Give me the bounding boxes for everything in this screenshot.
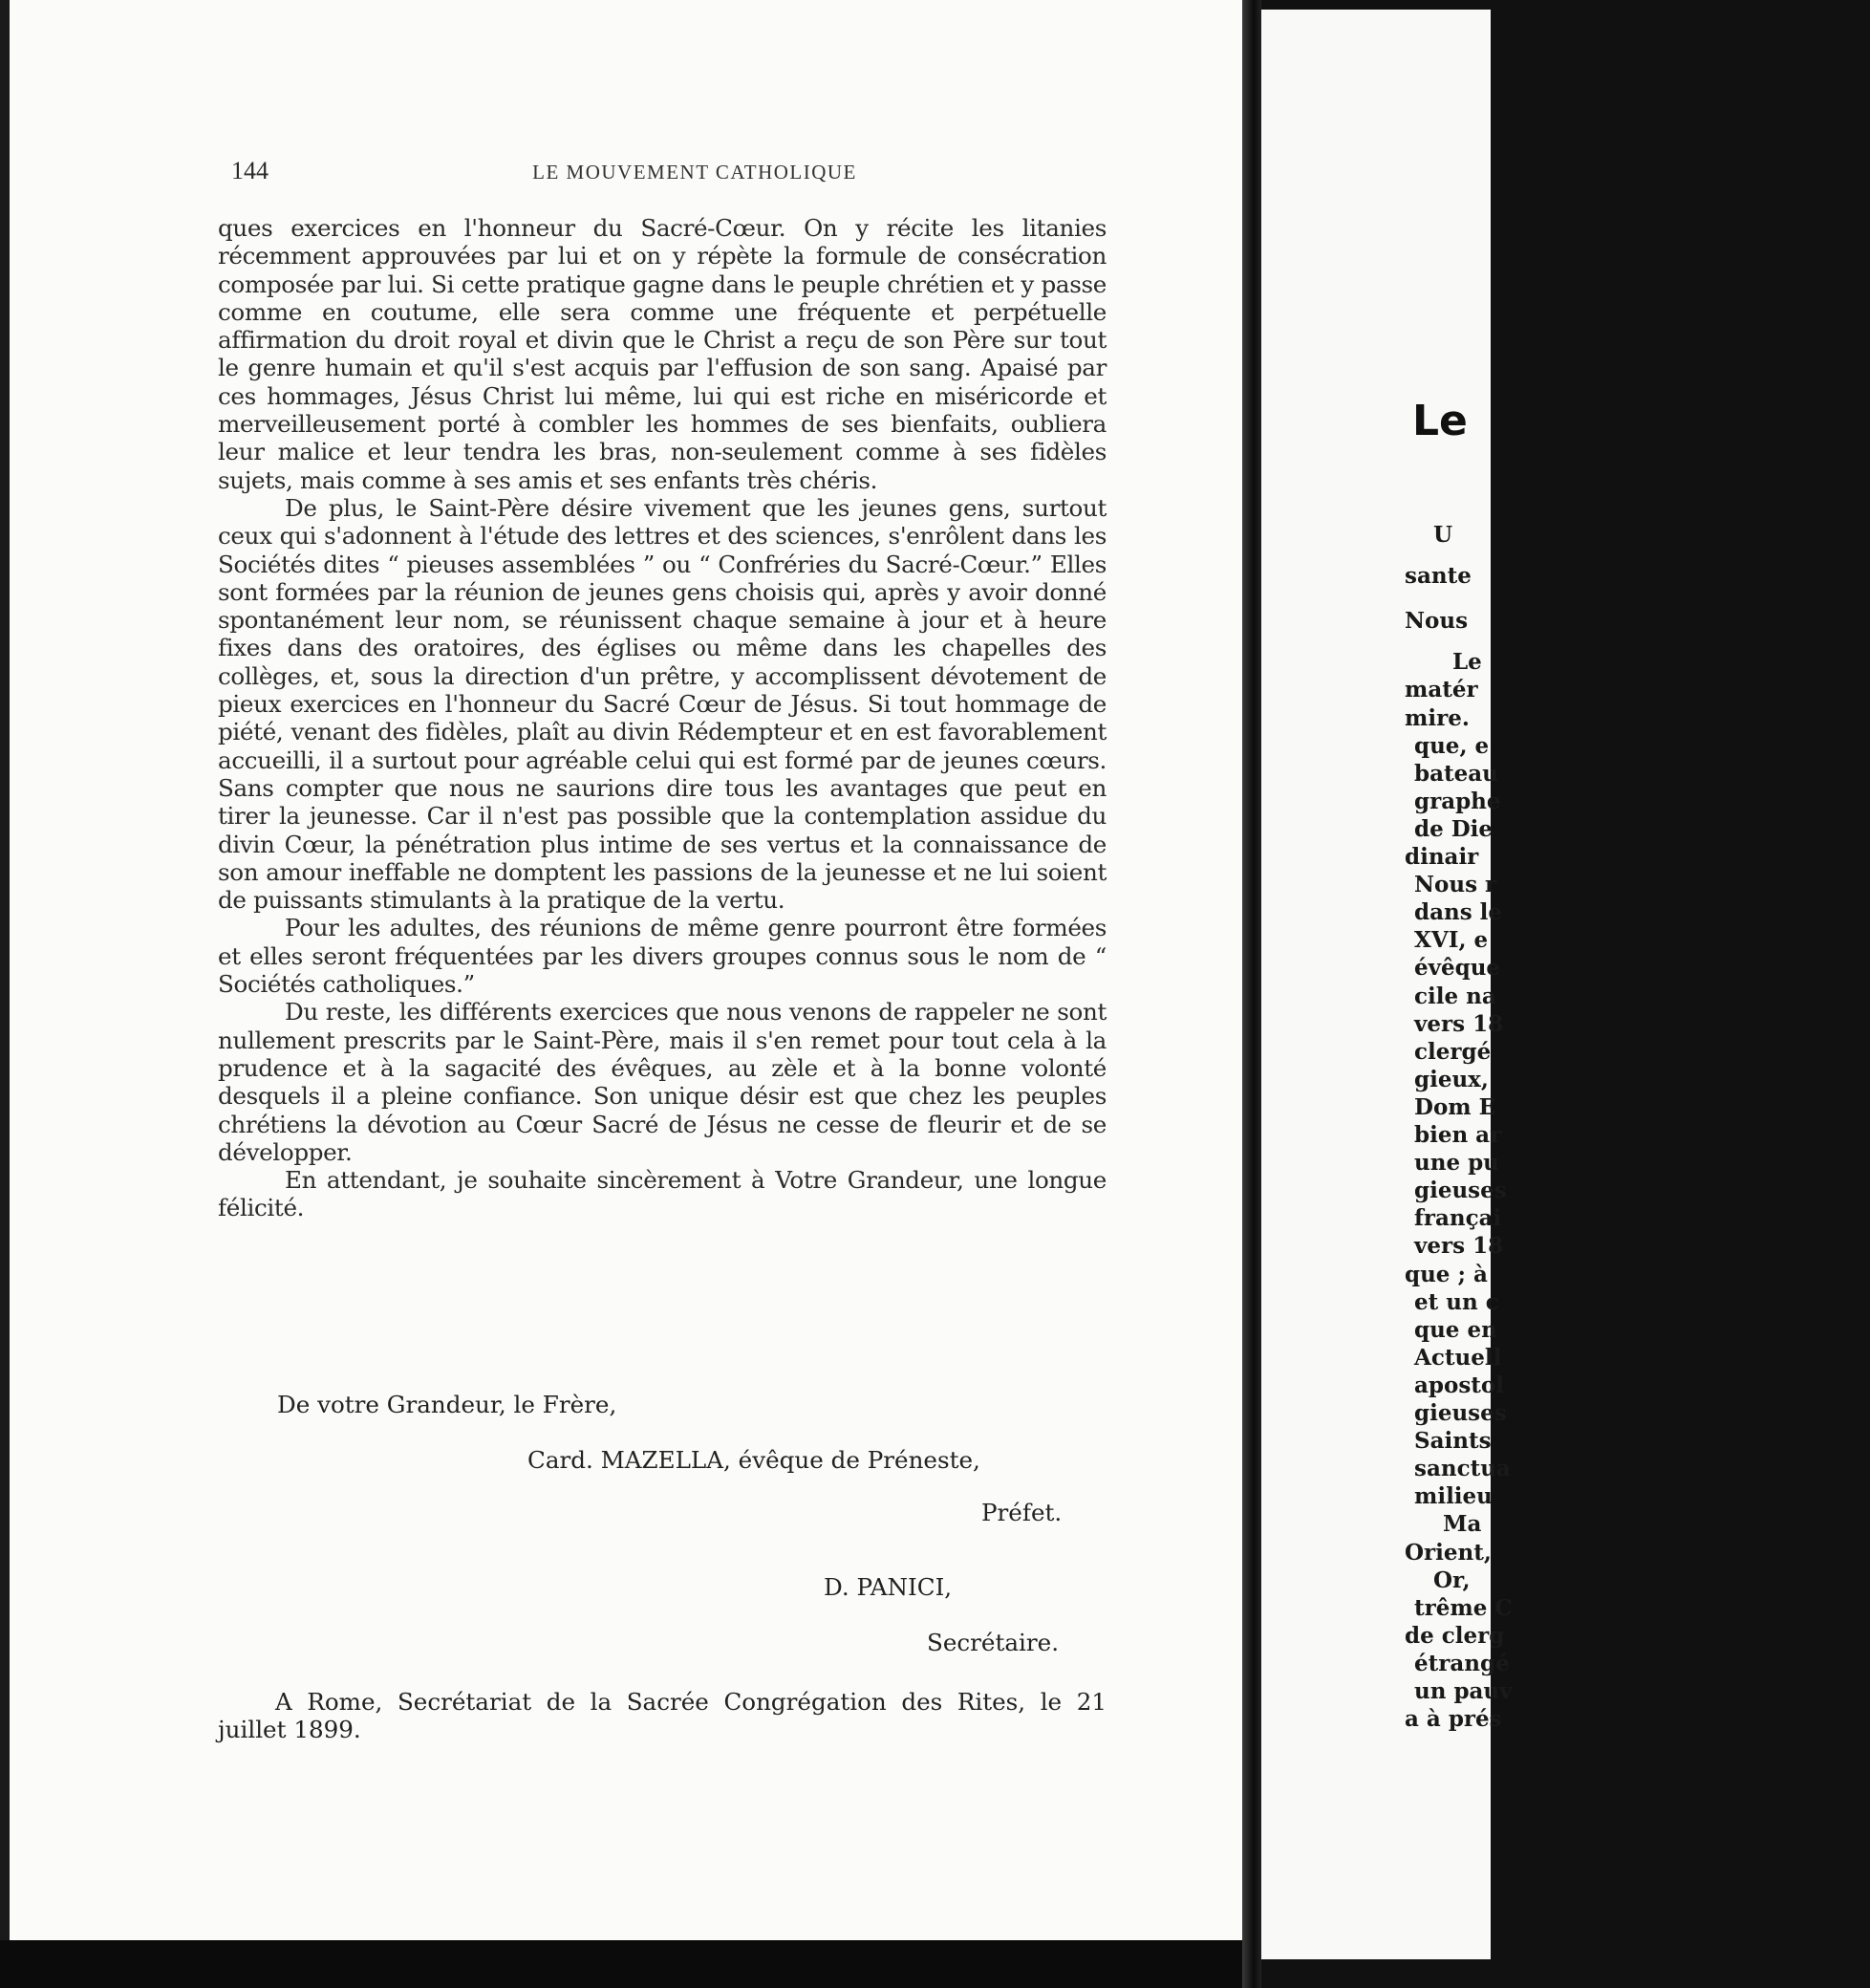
right-page-line: gieux, [1414,1066,1489,1092]
right-page-line: évêque [1414,955,1501,982]
right-page-line: françai [1414,1205,1502,1232]
right-page [1261,10,1513,1959]
right-page-line: apostol [1414,1372,1504,1398]
right-page-line: sanctua [1414,1456,1511,1482]
running-head-title: LE MOUVEMENT CATHOLIQUE [532,161,857,184]
right-page-line: que en [1414,1316,1497,1343]
dateline [218,1688,1107,1743]
page-number: 144 [231,157,269,184]
right-page-line: Dom E [1414,1093,1496,1120]
paragraph-4: Du reste, les différents exercices que nous venons de rappeler ne sont nullement prescrits par le Saint-Père, mais il s'en remet pour tout cela à la prudence et à la sagacité des évêques, au zèle et à la bonne volonté desquels il a pleine confiance. Son unique désir est que chez les peuples chrétiens la dévotion au Cœur Sacré de Jésus ne cesse de fleurir et de se développer. [218,998,1107,1166]
signature-mazella: Card. MAZELLA, évêque de Préneste, [527,1446,980,1474]
right-page-line: Or, [1433,1567,1471,1593]
signature-panici: D. PANICI, [824,1573,953,1601]
right-page-line: clergé [1414,1038,1492,1065]
right-page-line: U [1433,522,1453,548]
book-gutter [1242,0,1261,1988]
right-page-line: Nous [1405,608,1469,635]
paragraph-3: Pour les adultes, des réunions de même genre pourront être formées et elles seront fréquentées par les divers groupes connus sous le nom de “ Sociétés catholiques.” [218,914,1107,999]
right-page-line: Saints [1414,1428,1492,1455]
signature-mazella-title: Préfet. [981,1499,1063,1526]
right-page-line: sante [1405,563,1472,590]
running-head [231,157,1101,189]
signature-panici-title: Secrétaire. [927,1629,1060,1656]
body-text [218,214,1107,1222]
right-page-line: a à prés [1405,1706,1502,1733]
paragraph-5: En attendant, je souhaite sincèrement à Votre Grandeur, une longue félicité. [218,1166,1107,1222]
scan-border [0,1940,1242,1988]
right-page-line: bateau [1414,760,1498,787]
right-page-line: que, e [1414,732,1490,759]
right-page-line: vers 18 [1414,1010,1504,1037]
right-page-line: vers 18 [1414,1233,1504,1260]
right-page-line: milieu [1414,1483,1493,1510]
right-page-line: mire. [1405,704,1470,731]
right-page-line: Orient, [1405,1539,1492,1566]
right-page-line: étrangé [1414,1650,1510,1676]
paragraph-1: ques exercices en l'honneur du Sacré-Cœur. On y récite les litanies récemment approuvées par lui et on y répète la formule de consécration composée par lui. Si cette pratique gagne dans le peuple chrétien et y passe comme en coutume, elle sera comme une fréquente et perpétuelle affirmation du droit royal et divin que le Christ a reçu de son Père sur tout le genre humain et qu'il s'est acquis par l'effusion de son sang. Apaisé par ces hommages, Jésus Christ lui même, lui qui est riche en miséricorde et merveilleusement porté à combler les hommes de ses bienfaits, oubliera leur malice et leur tendra les bras, non-seulement comme à ses fidèles sujets, mais comme à ses amis et ses enfants très chéris. [218,214,1107,494]
dateline-text: A Rome, Secrétariat de la Sacrée Congrégation des Rites, le 21 juillet 1899. [218,1688,1107,1743]
right-page-line: un pauv [1414,1678,1513,1704]
right-page-line: cile na [1414,983,1496,1009]
right-page-line: XVI, e [1414,927,1489,954]
right-page-line: et un c [1414,1288,1499,1315]
paragraph-2: De plus, le Saint-Père désire vivement que les jeunes gens, surtout ceux qui s'adonnent à l'étude des lettres et des sciences, s'enrôlent dans les Sociétés dites “ pieuses assemblées ” ou “ Confréries du Sacré-Cœur.” Elles sont formées par la réunion de jeunes gens choisis qui, après y avoir donné spontanément leur nom, se réunissent chaque semaine à jour et à heure fixes dans des oratoires, des églises ou même dans les chapelles des collèges, et, sous la direction d'un prêtre, y accomplissent dévotement de pieux exercices en l'honneur du Sacré Cœur de Jésus. Si tout hommage de piété, venant des fidèles, plaît au divin Rédempteur et en est favorablement accueilli, il a surtout pour agréable celui qui est formé par de jeunes cœurs. Sans compter que nous ne saurions dire tous les avantages que peut en tirer la jeunesse. Car il n'est pas possible que la contemplation assidue du divin Cœur, la pénétration plus intime de ses vertus et la connaissance de son amour ineffable ne domptent les passions de la jeunesse et ne lui soient de puissants stimulants à la pratique de la vertu. [218,493,1107,915]
right-page-line: de Die [1414,815,1494,842]
right-page-line: Actuell [1414,1344,1502,1371]
right-page-line: Ma [1443,1511,1482,1538]
right-page-line: graphe [1414,788,1501,814]
right-page-line: gieuses [1414,1400,1507,1426]
right-page-heading: Le [1412,397,1468,445]
right-page-line: gieuses [1414,1178,1507,1204]
closing-greeting: De votre Grandeur, le Frère, [277,1391,617,1418]
page-edge-shadow [0,0,10,1940]
right-page-line: bien ar [1414,1122,1502,1148]
right-page-line: de clerg [1405,1622,1505,1649]
right-page-line: dans le [1414,899,1503,926]
right-page-line: une pu [1414,1150,1499,1177]
right-page-line: Le [1452,649,1482,676]
right-page-line: que ; à [1405,1261,1488,1287]
right-page-line: trême C [1414,1594,1513,1621]
right-page-line: dinair [1405,844,1479,870]
right-page-line: Nous r [1414,872,1497,898]
right-page-line: matér [1405,677,1478,703]
